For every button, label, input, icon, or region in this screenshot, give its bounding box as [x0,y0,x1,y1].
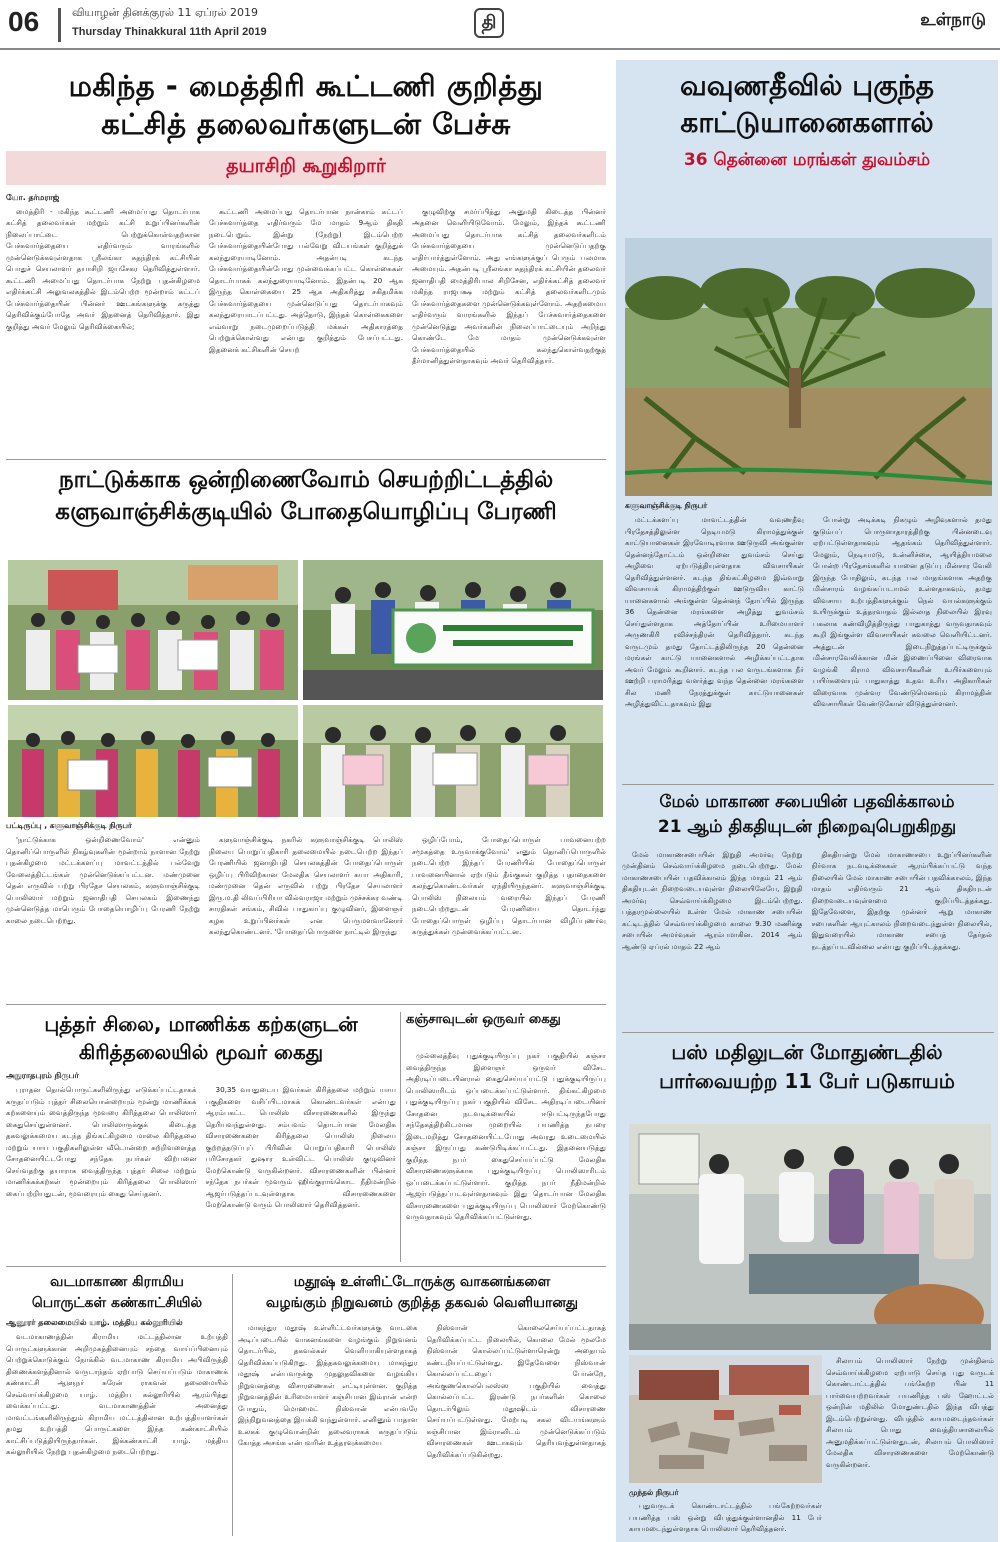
divider [622,784,994,785]
headline-line-1: புத்தர் சிலை, மாணிக்க கற்களுடன் [44,1012,358,1036]
headline-line-2: வழங்கும் நிறுவனம் குறித்த தகவல் வெளியானது [265,1294,579,1311]
byline: அநுராதபுரம் நிருபர் [6,1071,79,1080]
article-body [826,1355,994,1535]
wall-damage-photo [629,1355,822,1483]
column-1 [406,1050,606,1278]
article-body [406,1050,606,1278]
byline: யோ. தர்மராஜ் [6,192,60,202]
column-1 [826,1355,994,1535]
rally-photo-1 [8,560,298,700]
article-body [6,834,606,992]
headline: கஞ்சாவுடன் ஒருவர் கைது [406,1012,561,1027]
masthead [0,0,1000,50]
article-rural-products-exhibition [6,1274,228,1539]
column-1 [238,1322,418,1532]
subhead: தயாசிறி கூறுகிறார் [226,154,386,177]
article-buddha-statue [6,1012,396,1264]
paragraph: மேல் மாகாணசபையின் இறுதி அமர்வு நேற்று முன்தினம் செவ்வாய்க்கிழமை நடைபெற்றது. மேல் மாகாணசபையின் பதவிக்காலம் இந்த மாதம் 21 ஆம் திகதியுடன் நிறைவடையவுள்ள நிலையிலேயே, இறுதி அமர்வு செவ்வாய்க்கிழமை இடம்பெற்றது. பத்தரமுல்லையில் உள்ள மேல் மாகாண சபையின் கட்டிடத்தில் செவ்வாய்க்கிழமை காலை 9.30 மணிக்கு சபையின் அமர்வுகள் ஆரம்பமாகின. 2014 ஆம் ஆண்டு ஏப்ரல் மாதம் 22 ஆம் [622,849,803,951]
article-body [6,206,606,406]
coconut-trees-photo [625,238,992,496]
newspaper-logo-icon: தி [474,8,504,38]
article-bus-accident-body [826,1355,994,1535]
column-1 [6,834,200,992]
column-1 [6,1331,228,1539]
date-english: Thursday Thinakkural 11th April 2019 [72,26,267,38]
page-number: 06 [8,6,40,37]
paragraph: நிஸ்வான் கொலைசெய்யப்பட்டதாகத் தெரிவிக்கப்பட்ட நிலையில், கொலை மேல் மூலமே நிஸ்வான் கொல்லப்பட்டுள்ளாரென்று அதையம் கண்டறியப்பட்டுள்ளது. இதேவேளை நிஸ்வான் கொல்லப்பட்டதைப் போன்றே, அங்குணகொலபெலஸ்ஸ பகுதியில் வைத்து கொல்லப்பட்ட இரண்டு நபர்களின் கொலை தொடர்பிலும் மதூஷிடம் விசாரணை செய்யப்பட்டுள்ளது. மேற்படி சகல விடயங்களும் கஞ்சிபான இம்ரானிடம் முன்னெடுக்கப்படும் விசாரணைகள் ஊடாகவும் தெரியவந்துள்ளதாகத் தெரிவிக்கப்படுகின்றது. [426,1323,606,1459]
paragraph: புதுவருடக் கொண்டாட்டத்தில் பங்கேற்றவர்கள் பயணித்த பஸ் ஒன்று விபத்துக்குள்ளானதில் 11 பேர் காயமடைந்துள்ளதாக பொலிஸார் தெரிவித்தனர். [629,1501,822,1534]
divider [6,1004,606,1005]
column-2 [209,206,403,406]
column-2 [427,1322,607,1532]
subhead: 36 தென்னை மரங்கள் துவம்சம் [683,150,931,170]
section-name: உள்நாடு [920,10,986,30]
paragraph: முல்லைத்தீவு புதுக்குடியிருப்பு நகர் பகுதியில் கஞ்சா வைத்திருந்த இளைஞர் ஒருவர் விசேட அதிரடிப்படையினரால் கைதுசெய்யப்பட்டு புதுக்குடியிருப்பு பொலிஸாரிடம் ஒப்படைக்கப்பட்டுள்ளார். திங்கட்கிழமை புதுக்குடியிருப்பு நகர் பகுதியில் விசேட அதிரடிப்படையினர் சோதனை நடவடிக்கையில் ஈடுபட்டிருந்தபோது சந்தேகத்திற்கிடமான முறையில் பயணித்த நபரை இடைமறித்து சோதனையிட்டபோது அவரது உடைமையில் கஞ்சா இருப்பது கண்டுபிடிக்கப்பட்டது. இதனையடுத்து குறித்த நபர் கைதுசெய்யப்பட்டு மேலதிக விசாரணைகளுக்காக புதுக்குடியிருப்பு பொலிஸாரிடம் ஒப்படைக்கப்பட்டுள்ளார். குறித்த நபர் நீதிமன்றில் ஆஜர்படுத்தப்படவுள்ளதாகவும் இது தொடர்பான மேலதிக விசாரணைகளை புதுக்குடியிருப்பு பொலிஸார் மேற்கொண்டு வருவதாகவும் தெரிவிக்கப்பட்டுள்ளது. [406,1051,606,1222]
headline-line-1: பஸ் மதிலுடன் மோதுண்டதில் [671,1040,943,1064]
headline-line-2: காட்டுயானைகளால் [680,106,934,139]
headline-line-1: வடமாகாண கிராமிய [50,1274,184,1290]
paragraph: போன்று அடிக்கடி நிகழும் அழிவுகளால் தமது குடும்பப் பொருளாதாரத்திற்கு பின்னடைவு ஏற்பட்டுள்ளதாகவும் ஆதங்கம் தெரிவித்துள்ளார். மேலும், நெடியமடு, உன்னிச்சை, ஆயித்தியமலை போன்ற பிரதேசங்களில் யானை தடுப்பு மின்சார வேலி இருந்த போதிலும், கடந்த பல மாதங்களாக அதற்கு மின்சாரம் வழங்கப்படாமல் உள்ளதாகவும், தமது விவசாய உற்பத்திகளுக்கும் நெல் வயல்களுக்கும் உயிருக்கும் உத்தரவாதம் இல்லாத நிலையில் இரவு பகலாக கண்விழித்திருந்து பாதுகாத்து வருவதாகவும் கூறி இங்குள்ள விவசாயிகள் கவலை வெளியிட்டனர். அத்துடன் இடைநிறுத்தப்பட்டிருக்கும் மின்சாரவேலிக்கான மின் இணைப்பினை விரைவாக வழங்கி கிராம விவசாயிகளின் உயிர்களையும் பயிர்களையும் பாதுகாத்து உதவ உரிய அதிகாரிகள் விரைவாக முன்வர வேண்டுமெனவும் கிராமத்தின் விவசாயிகள் வேண்டுகோள் விடுத்துள்ளனர். [813,515,992,709]
column-1 [622,849,803,1007]
headline-line-2: களுவாஞ்சிக்குடியில் போதையொழிப்பு பேரணி [55,498,557,525]
article-bus-accident [622,1040,992,1094]
article-madush-vehicles [238,1274,606,1532]
article-body [622,849,992,1007]
article-body [6,1084,396,1264]
headline-line-2: கிரித்தலையில் மூவர் கைது [78,1040,324,1064]
photo-caption: முந்தல் நிருபர் [629,1488,679,1497]
page-number-divider [58,8,61,42]
divider [6,459,606,460]
byline: ஆனூரர் தலைமையில் யாழ். மத்திய கல்லூரியில் [6,1318,183,1327]
column-2 [813,514,992,786]
headline-line-2: பொருட்கள் கண்காட்சியில் [31,1294,203,1311]
article-elephants-body [625,501,992,786]
column-1 [629,1500,822,1540]
article-elephants [622,68,992,171]
headline-line-2: கட்சித் தலைவர்களுடன் பேச்சு [101,107,511,142]
subhead-band [6,151,606,185]
paragraph: திகதியன்று மேல் மாகாணசபை உறுப்பினர்களின் நிர்வாக நடவடிக்கைகள் ஆரம்பிக்கப்பட்டு வந்த நிலையில் மேல் மாகாண சபையின் பதவிக்காலம், இந்த மாதம் எதிர்வரும் 21 ஆம் திகதியுடன் நிறைவடையவுள்ளமை குறிப்பிடத்தக்கது. இதேவேளை, இதற்கு முன்னர் ஆறு மாகாண சபைகளின் ஆயுட்காலம் நிறைவடைந்துள்ள நிலையில், இதுவரையில் மாகாண சபைத் தேர்தல் நடத்தப்படவில்லை என்பது குறிப்பிடத்தக்கது. [811,849,992,951]
headline-line-1: மதூஷ் உள்ளிட்டோருக்கு வாகனங்களை [293,1274,551,1290]
column-2 [206,1084,397,1264]
photo-caption: பட்டிருப்பு , களுவாஞ்சிக்குடி நிருபர் [6,821,132,830]
article-body [629,1500,822,1540]
column-1 [6,206,200,406]
article-drug-rally [6,466,606,527]
column-3 [412,834,606,992]
article-cannabis-arrest [406,1012,606,1278]
column-3 [412,206,606,406]
paragraph: வடமாகாணத்தின் கிராமிய மட்டத்திலான உற்பத்தி பொருட்களுக்கான அறிமுகத்தினையும் சந்தை வாய்ப்பினையும் பெற்றுக்கொடுக்கும் நோக்கில் வடமாகாண கிராமிய அபிவிருத்தி திணைக்களத்தினால் வருடாந்தம் ஏற்பாடு செய்யப்படும் மாகாணக் கண்காட்சி ஆளுநர் சுரேன் ராகவன் தலைமையில் செவ்வாய்க்கிழமை யாழ். மத்திய கல்லூரியில் ஆரம்பித்து வைக்கப்பட்டது. வடமாகாணத்தின் அனைத்து மாவட்டங்களிலிருந்தும் கிராமிய மட்டத்திலான உற்பத்தியாளர்கள் தமது உற்பத்தி பொருட்களை இந்த கண்காட்சியில் காட்சிப்படுத்தியிருந்தார்கள். இக்கண்காட்சி யாழ். மத்திய கல்லூரியில் நேற்று புதன்கிழமை நடைபெற்றது. [6,1332,228,1457]
hospital-photo [629,1124,991,1350]
rally-photo-3 [8,705,298,817]
rally-photo-4 [303,705,603,817]
paragraph: ஒழிப்போம், போதைப்பொருள் பாவனையற்ற சமூகத்தை உருவாக்குவோம்' எனும் தொனிப்பொருளில் நடைபெற்ற இந்தப் பேரணியில் போதைப்பொருள் பாவனையினால் ஏற்படும் தீங்குகள் குறித்த பதாதைகளை கலந்துகொண்டவர்கள் ஏந்தியிருந்தனர். களுவாஞ்சிக்குடி பொலிஸ் நிலையம் வரையில் இந்தப் பேரணி நடைபெற்றதுடன் பேரணியை தொடர்ந்து போதைப்பொருள் ஒழிப்பு தொடர்பான விழிப்புணர்வு கருத்துக்கள் முன்வைக்கப்பட்டன. [412,835,606,937]
paragraph: சிலாபம் பொலிஸார் நேற்று முன்தினம் செவ்வாய்க்கிழமை ஏற்பாடு செய்த புது வருடக் கொண்டாட்டத்தில் பங்கேற்ற பின் 11 பார்வையற்றவர்கள் பயணித்த பஸ் ஹோட்டல் ஒன்றின் மதிலில் மோதுண்டதில் இந்த விபத்து இடம்பெற்றுள்ளது. விபத்தில் காயமடைந்தவர்கள் சிலாபம் பொது வைத்தியசாலையில் அனுமதிக்கப்பட்டுள்ளதுடன், சிலாபம் பொலிஸார் மேலதிக விசாரணைகளை மேற்கொண்டு வருகின்றனர். [826,1356,994,1469]
paragraph: 'நாட்டுக்காக ஒன்றிணைவோம்' என்னும் தொனிப்பொருளில் நிகழ்வுகளின் மூன்றாம் நாளான நேற்று புதன்கிழமை மட்டக்களப்பு மாவட்டத்தில் பல்வேறு வேலைத்திட்டங்கள் முன்னெடுக்கப்பட்டன. மண்முனை தென் எருவில் பற்று பிரதேச செயலகம், களுவாஞ்சிக்குடி பொலிஸார் மற்றும் ஜனாதிபதி செயலகம் இணைந்து முன்னெடுத்த மாபெரும் போதையொழிப்பு பேரணி நேற்று காலை நடைபெற்றது. [6,835,200,925]
column-2 [812,849,993,1007]
article-body [625,514,992,786]
column-2 [209,834,403,992]
headline-line-2: 21 ஆம் திகதியுடன் நிறைவுபெறுகிறது [657,817,957,838]
paragraph: கூட்டணி அமைப்பது தொடர்பான நான்காம் கட்டப் பேச்சுவார்த்தை எதிர்வரும் மே மாதம் 9ஆம் திகதி நடைபெறும். இன்று (நேற்று) இடம்பெற்ற பேச்சுவார்த்தையின்போது பல்வேறு விடயங்கள் குறித்துக் கலந்துரையாடினோம். அதன்படி கடந்த பேச்சுவார்த்தையின்போது முன்வைக்கப்பட்ட கொள்கைகள் தொடர்பாகக் கலந்துரையாடினோம். இதன்படி 20 ஆக இருந்த கொள்கையை 25 ஆக அதிகரித்து சகிதமிக்க பேச்சுவார்த்தையை முன்னெடுப்பது தொடர்பாகவும் கலந்துரையாடப்பட்டது. அத்தோடு, இந்தக் கொள்கைகளை எவ்வாறு நடைமுறைப்படுத்தி மக்கள் அதிகாரத்தை பெற்றுக்கொள்வது என்பது குறித்தும் பேசப்பட்டது. இதனைக் கட்சிகளின் செயற் [209,206,403,354]
article-drug-rally-body [6,821,606,992]
column-1 [625,514,804,786]
photo-caption: களுவாஞ்சிக்குடி நிருபர் [625,501,708,510]
headline-line-1: நாட்டுக்காக ஒன்றிணைவோம் செயற்றிட்டத்தில் [58,467,554,493]
rally-photo-2 [303,560,603,700]
column-1 [6,1084,197,1264]
divider [622,1032,994,1033]
article-western-council [622,792,992,1007]
paragraph: களுவாஞ்சிக்குடி நகரில் களுவாஞ்சிக்குடி பொலிஸ் நிலைய பொறுப்பதிகாரி தலைமையில் நடைபெற்ற இந்தப் பேரணியில் ஜனாதிபதி செயலகத்தின் போதைப்பொருள் ஒழிப்பு பிரிவிற்கான மேலதிக செயலாளர் கயா அதிகாரி, மண்முனை தென் எருவில் பற்று பிரதேச செயலாளர் இரு.ம.தி லிவப்பிரியா வில்வராஜா மற்றும் முச்சக்கர வண்டி சாரதிகள் சங்கம், சிவில் பாதுகாப்பு குழுவினர், இளைஞர் கழக உறுப்பினர்கள் என பெருமளவானோர் கலந்துகொண்டனர். 'போதைப்பொருளை நாட்டில் இருந்து [209,835,403,937]
headline-line-1: வவுணதீவில் புகுந்த [679,69,935,102]
paragraph: 30,35 வயதுடைய இவர்கள் கிரித்தலை மற்றும் யாய பகுதிகளை வசிப்பிடமாகக் கொண்டவர்கள் என்பது ஆரம்பகட்ட பொலிஸ் விசாரணைகளில் இருந்து தெரியவந்துள்ளது. சம்பவம் தொடர்பான மேலதிக விசாரணைகளை கிரித்தலை பொலிஸ் நிலைய குற்றத்தடுப்புப் பிரிவின் பொறுப்பதிகாரி பொலிஸ் பரிசோதகர் துஷார உள்விட்ட பொலிஸ் குழுவினர் மேற்கொண்டு வருகின்றனர். விசாரணைகளின் பின்னர் சந்தேக நபர்கள் மூவரும் ஹிங்குராங்கொட நீதிமன்றில் ஆஜர்படுத்தப்படவுள்ளதாக விசாரணைகளை மேற்கொண்டு வரும் பொலிஸார் தெரிவித்தனர். [205,1085,396,1210]
headline-line-1: மேல் மாகாண சபையின் பதவிக்காலம் [659,792,955,812]
article-bus-accident-caption [629,1488,822,1540]
headline-line-2: பார்வையற்ற 11 பேர் படுகாயம் [659,1069,955,1093]
paragraph: மாகந்துர மதூஷ் உள்ளிட்டவர்களுக்கு வாடகை அடிப்படையில் வாகனங்களை வழங்கும் நிறுவனம் தொடர்பில், தகவல்கள் வெளியாகியுள்ளதாகத் தெரிவிக்கப்படுகிறது. இத்தகவலுக்கமைய மாகந்துர மதூஷ் என்பவருக்கு முதலுதவிகளை வழங்கிய நிறுவனத்தை விசாரணைகள் எட்டியுள்ளன. குறித்த நிறுவனத்தின் உரிமையாளர் கஞ்சிபான இம்ரான் என்ற போதும், மொஹமட் நிஸ்வான் என்பவரே இந்நிறுவனத்தை இயக்கி வந்துள்ளார். எனினும் பாதாள உலகக் குழுவொன்றின் தலைவராகக் கருதப்படும் கோத்த அசங்க என்பவரின் உத்தரவுக்கமைய [238,1323,418,1448]
divider [232,1274,233,1536]
article-body [238,1322,606,1532]
headline-line-1: மகிந்த - மைத்திரி கூட்டணி குறித்து [68,69,544,103]
paragraph: மட்டக்களப்பு மாவட்டத்தின் வவுணதீவு பிரதேசத்திலுள்ள நெடியமடு கிராமத்துக்குள் காட்டுயானைகள் இரவோடிரவாக ஊடுருவி அங்குள்ள தென்னந்தோட்டம் ஒன்றினை துவம்சம் செய்து அழிவை ஏற்படுத்தியுள்ளதாக விவசாயிகள் தெரிவித்துள்ளனர். கடந்த திங்கட்கிழமை இவ்வாறு விவசாயக் கிராமத்திற்குள் ஊடுருவிய காட்டு யானைகளால் அங்குள்ள தென்னந் தோப்பில் இருந்த 36 தென்னை மரங்களை அழித்து துவம்சம் செய்துள்ளதாக அத்தோப்பின் உரிமையாளர் அருணகிரி ரவிச்சந்திரன் தெரிவித்தார். கடந்த வருடமும் தமது தோட்டத்திலிருந்த 20 தென்னை மரங்கள் காட்டு யானைகளால் அழிக்கப்பட்டதாக அவர் மேலும் கூறினார். கடந்த பல வருடங்களாக நீர் ஊற்றி பராமரித்து வளர்த்து வந்த தென்னை மரங்களை சில மணி நேரத்துக்குள் காட்டுயானைகள் அழித்துவிட்டதாகவும் இது [625,515,804,709]
divider [400,1012,401,1262]
article-alliance-talks [6,68,606,406]
paragraph: குழுவிற்கு சமர்ப்பித்து அனுமதி கிடைத்த பின்னர் அதனை வெளியிடுவோம். மேலும், இந்தக் கூட்டணி அமைப்பது தொடர்பாக கட்சித் தலைவர்களிடம் பேச்சுவார்த்தையை முன்னெடுப்பதற்கு எதிர்பார்த்துள்ளோம். அது எங்களுக்குப் பெரும் பலமாக அமையும். அதன்படி ஸ்ரீலங்கா சுதந்திரக் கட்சியின் தலைவர் ஜனாதிபதி மைத்திரிபால சிறிசேன, எதிர்க்கட்சித் தலைவர் மகிந்த ராஜபக்ஷ மற்றும் கட்சித் தலைவர்களிடமும் பேச்சுவார்த்தைகளை முன்னெடுக்கவுள்ளோம். அதற்கமைய எதிர்வரும் வாரங்களில் இந்தப் பேச்சுவார்த்தைகளை முன்னெடுத்து அவர்களின் நிலைப்பாட்டையும் அறிந்து கொண்டே மே மாதம் முன்னெடுக்கவுள்ள பேச்சுவார்த்தையில் கலந்துகொள்வதற்குத் தீர்மானித்துள்ளதாகவும் அவர் தெரிவித்தார். [412,206,606,366]
date-tamil: வியாழன் தினக்குரல் 11 ஏப்ரல் 2019 [72,6,258,19]
paragraph: மைத்திரி - மகிந்த கூட்டணி அமைப்பது தொடர்பாக கட்சித் தலைவர்கள் மற்றும் கட்சி உறுப்பினர்களின் நிலைப்பாட்டை பெற்றுக்கொள்வதற்கான பேச்சுவார்த்தையை எதிர்வரும் வாரங்களில் முன்னெடுக்கவுள்ளதாக ஸ்ரீலங்கா சுதந்திரக் கட்சியின் பொதுச் செயலாளர் தயாசிறி ஜயசேகர தெரிவித்துள்ளார். கூட்டணி அமைப்பது தொடர்பாக நேற்று புதன்கிழமை எதிர்க்கட்சி அலுவலகத்தில் இடம்பெற்ற மூன்றாம் கட்டப் பேச்சுவார்த்தையின் பின்னர் ஊடகங்களுக்கு கருத்து தெரிவிக்கும்போதே அவர் இதனைத் தெரிவித்தார். இது குறித்து அவர் மேலும் தெரிவிக்கையில்; [6,206,200,331]
article-body [6,1331,228,1539]
divider [6,1266,606,1267]
paragraph: புராதன தொல்பொருட்களிலிருந்து எடுக்கப்பட்டதாகக் கருதப்படும் புத்தர் சிலையொன்றையும் மூன்று மாணிக்கக் கற்களையும் வைத்திருந்த மூவரை கிரித்தலை பொலிஸார் கைதுசெய்துள்ளனர். பொலிஸாருக்குக் கிடைத்த தகவலுக்கமைய கடந்த திங்கட்கிழமை மாலை கிரித்தலை மற்றும் யாய பகுதிகளிலுள்ள வீடொன்றை சுற்றிவளைத்த சோதனையிட்டபோது சந்தேக நபர்கள் விற்பனை செய்வதற்கு தயாராக வைத்திருந்த புத்தர் சிலை மற்றும் மாணிக்கக்கற்கள் மூன்றையும் கிரித்தலை பொலிஸார் கைப்பற்றியதுடன், மூவரையும் கைது செய்தனர். [6,1085,197,1198]
